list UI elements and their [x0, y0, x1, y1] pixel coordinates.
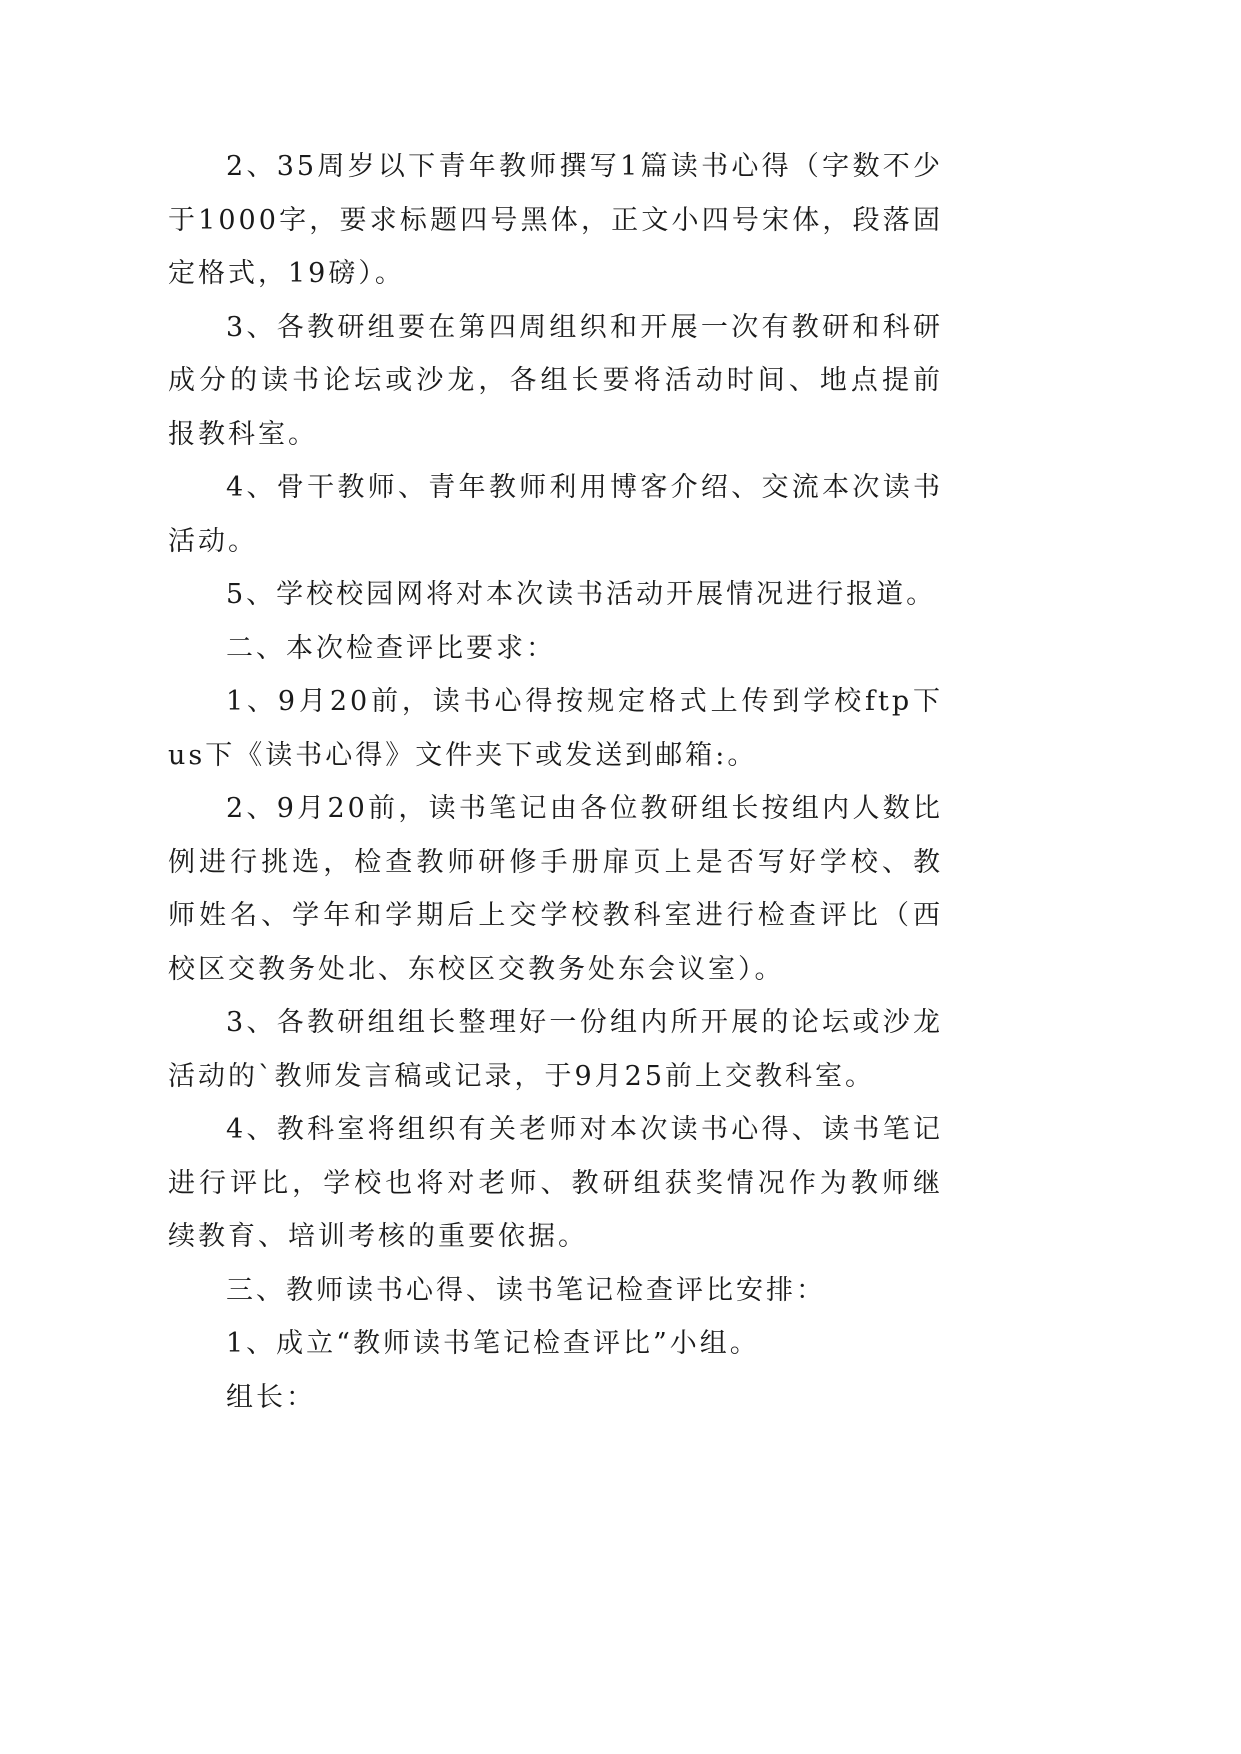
section-heading-inspection-requirements: 二、本次检查评比要求：: [226, 632, 556, 664]
paragraph-item-4-evaluation: 4、教科室将组织有关老师对本次读书心得、读书笔记进行评比，学校也将对老师、教研组获奖情况作为教师继续教育、培训考核的重要依据。: [168, 1114, 943, 1252]
paragraph-item-1-upload-essay: 1、9月20前，读书心得按规定格式上传到学校ftp下us下《读书心得》文件夹下或发送到邮箱:。: [168, 686, 943, 771]
paragraph-group-leader: 组长：: [226, 1381, 316, 1413]
document-body: [168, 140, 943, 1424]
paragraph-item-3-forum-records: 3、各教研组组长整理好一份组内所开展的论坛或沙龙活动的`教师发言稿或记录，于9月25前上交教科室。: [168, 1007, 943, 1092]
paragraph-item-2-reading-notes: 2、9月20前，读书笔记由各位教研组长按组内人数比例进行挑选，检查教师研修手册扉页上是否写好学校、教师姓名、学年和学期后上交学校教科室进行检查评比（西校区交教务处北、东校区交教务处东会议室）。: [168, 793, 943, 985]
paragraph-item-3-reading-forum: 3、各教研组要在第四周组织和开展一次有教研和科研成分的读书论坛或沙龙，各组长要将活动时间、地点提前报教科室。: [168, 311, 943, 450]
paragraph-item-4-blog-exchange: 4、骨干教师、青年教师利用博客介绍、交流本次读书活动。: [168, 472, 943, 557]
section-heading-evaluation-arrangement: 三、教师读书心得、读书笔记检查评比安排：: [226, 1274, 826, 1306]
paragraph-item-5-campus-report: 5、学校校园网将对本次读书活动开展情况进行报道。: [226, 579, 937, 610]
paragraph-item-1-form-group: 1、成立“教师读书笔记检查评比”小组。: [226, 1328, 760, 1359]
paragraph-item-2-young-teacher-essay: 2、35周岁以下青年教师撰写1篇读书心得（字数不少于1000字，要求标题四号黑体，正文小四号宋体，段落固定格式，19磅）。: [168, 151, 943, 289]
